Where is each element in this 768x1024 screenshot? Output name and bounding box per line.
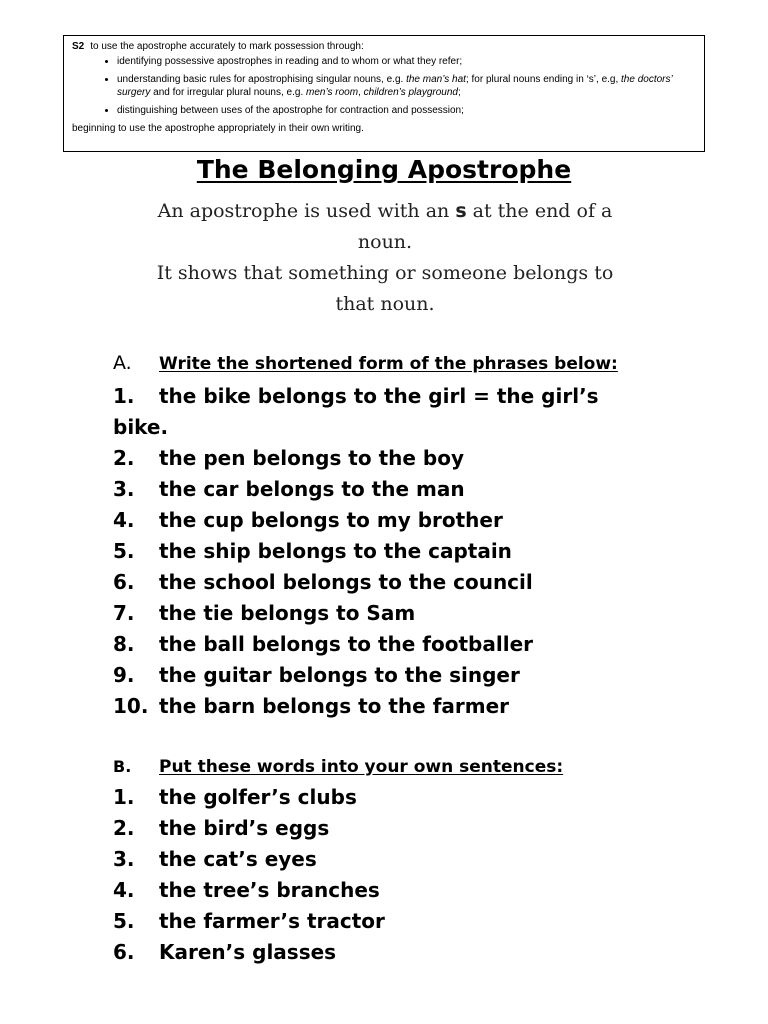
section-b-instruction: Put these words into your own sentences: [159, 757, 564, 777]
item-number: 10. [113, 694, 149, 718]
list-item [113, 813, 385, 844]
list-item [113, 691, 633, 722]
item-number: 1. [113, 384, 135, 408]
item-text: the ship belongs to the captain [159, 539, 512, 563]
item-number: 4. [113, 878, 135, 902]
objective-bullet-list [72, 55, 696, 117]
item-text: the tree’s branches [159, 878, 380, 902]
intro-line-2: noun. [357, 231, 413, 253]
item-text: the barn belongs to the farmer [159, 694, 510, 718]
objective-bullet-text: men’s room [306, 87, 359, 98]
list-item [113, 505, 633, 536]
intro-text: at the end of a [466, 200, 613, 222]
objective-bullet-text: understanding basic rules for apostrophising singular nouns, e.g. [117, 74, 407, 85]
item-number: 7. [113, 601, 135, 625]
objective-bullet-text: identifying possessive apostrophes in reading and to whom or what they refer; [117, 56, 463, 67]
section-b-heading [113, 755, 563, 777]
section-a-instruction: Write the shortened form of the phrases below: [159, 354, 618, 374]
list-item [113, 598, 633, 629]
item-number: 3. [113, 847, 135, 871]
item-number: 4. [113, 508, 135, 532]
item-text: the pen belongs to the boy [159, 446, 464, 470]
intro-paragraph [110, 196, 660, 320]
list-item [113, 474, 633, 505]
list-item [113, 906, 385, 937]
item-text: the golfer’s clubs [159, 785, 357, 809]
objective-intro [72, 40, 696, 53]
item-number: 8. [113, 632, 135, 656]
objective-bullet [117, 73, 696, 99]
list-item [113, 443, 633, 474]
objective-bullet-text: and for irregular plural nouns, e.g. [150, 87, 307, 98]
section-a-letter: A. [113, 352, 132, 374]
intro-line-4: that noun. [335, 293, 435, 315]
objective-bullet [117, 55, 696, 68]
section-a-heading [113, 352, 618, 374]
item-number: 5. [113, 909, 135, 933]
list-item [113, 536, 633, 567]
objective-intro-text: to use the apostrophe accurately to mark possession through: [90, 41, 364, 52]
page-title: The Belonging Apostrophe [196, 155, 572, 184]
item-text: the cup belongs to my brother [159, 508, 503, 532]
list-item [113, 937, 385, 968]
objectives-box [63, 35, 705, 152]
objective-closing: beginning to use the apostrophe appropriately in their own writing. [72, 123, 364, 134]
item-text: the farmer’s tractor [159, 909, 385, 933]
item-number: 5. [113, 539, 135, 563]
intro-line-3: It shows that something or someone belongs to [156, 262, 614, 284]
objective-bullet-text: the man’s hat [406, 74, 466, 85]
intro-line-1 [110, 196, 660, 227]
objective-bullet [117, 104, 696, 117]
item-number: 1. [113, 785, 135, 809]
item-number: 3. [113, 477, 135, 501]
item-text: Karen’s glasses [159, 940, 337, 964]
objective-code: S2 [72, 41, 85, 52]
list-item [113, 844, 385, 875]
list-item [113, 875, 385, 906]
item-number: 9. [113, 663, 135, 687]
objective-bullet-text: ; for plural nouns ending in ‘s’, e.g, [465, 74, 622, 85]
objective-bullet-text: , [358, 87, 364, 98]
intro-bold-s: s [455, 200, 467, 222]
list-item [113, 629, 633, 660]
item-text: the ball belongs to the footballer [159, 632, 533, 656]
item-text: the bird’s eggs [159, 816, 330, 840]
list-item [113, 660, 633, 691]
item-number: 2. [113, 446, 135, 470]
objective-bullet-text: the doctors’ surgery [117, 74, 673, 98]
item-number: 6. [113, 940, 135, 964]
intro-text: An apostrophe is used with an [157, 200, 456, 222]
item-text: the car belongs to the man [159, 477, 465, 501]
list-item [113, 567, 633, 598]
item-number: 2. [113, 816, 135, 840]
list-item [113, 782, 385, 813]
item-text: the tie belongs to Sam [159, 601, 416, 625]
section-b-letter: B. [113, 757, 132, 776]
section-a-list [113, 381, 633, 722]
item-text: the cat’s eyes [159, 847, 317, 871]
item-text: the bike belongs to the girl = the girl’s bike. [113, 384, 599, 439]
item-text: the school belongs to the council [159, 570, 533, 594]
item-number: 6. [113, 570, 135, 594]
item-text: the guitar belongs to the singer [159, 663, 520, 687]
section-b-list [113, 782, 385, 968]
list-item [113, 381, 633, 443]
objective-bullet-text: distinguishing between uses of the apostrophe for contraction and possession; [117, 105, 464, 116]
objective-bullet-text: children’s playground [363, 87, 458, 98]
objective-bullet-text: ; [457, 87, 461, 98]
